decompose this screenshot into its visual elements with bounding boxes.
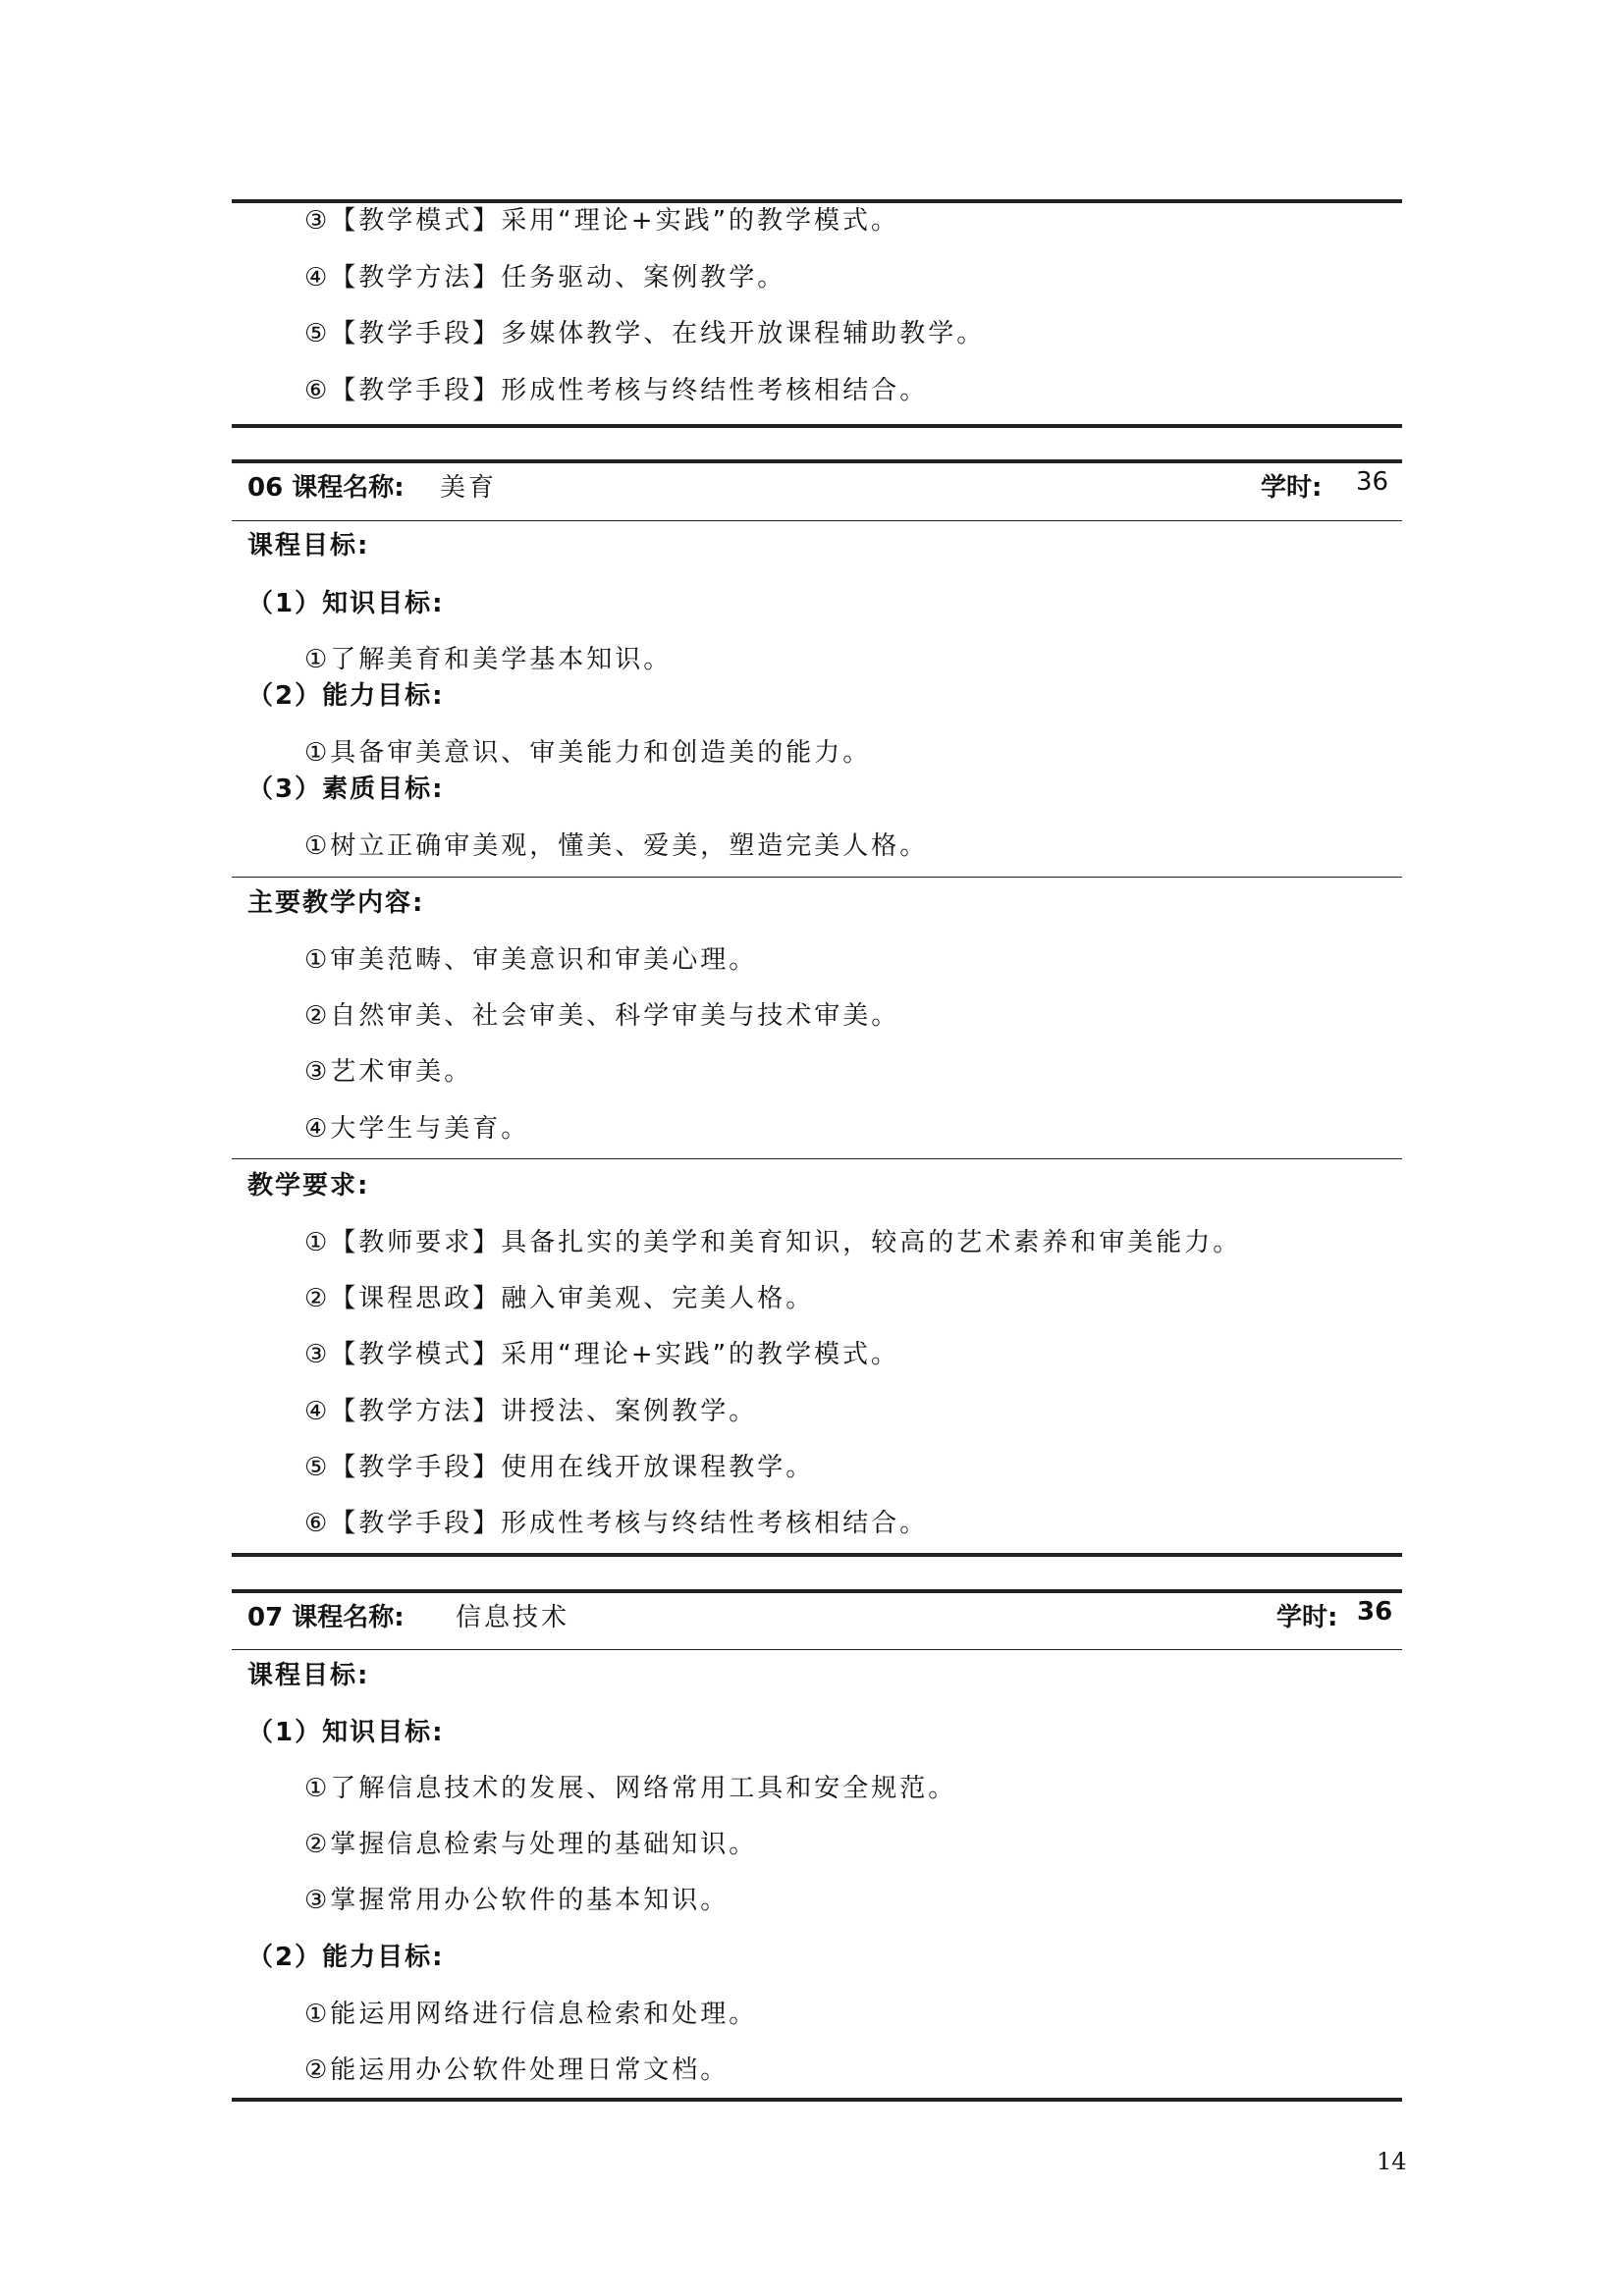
course07-label: 07 课程名称: (247, 1603, 405, 1632)
course07-header-rule (232, 1649, 1402, 1650)
course06-hours-label: 学时: (1261, 473, 1323, 503)
list-item: ①【教师要求】具备扎实的美学和美育知识，较高的艺术素养和审美能力。 (304, 1228, 1242, 1257)
course07-hours: 36 (1357, 1597, 1393, 1627)
list-item: ③【教学模式】采用“理论+实践”的教学模式。 (304, 206, 900, 236)
list-item: ②能运用办公软件处理日常文档。 (304, 2056, 730, 2085)
list-item: ②自然审美、社会审美、科学审美与技术审美。 (304, 1001, 900, 1031)
course06-end-double-rule (232, 1553, 1402, 1557)
list-item: ①了解美育和美学基本知识。 (304, 645, 673, 674)
list-item: ⑤【教学手段】使用在线开放课程教学。 (304, 1453, 815, 1482)
course06-hours: 36 (1356, 467, 1389, 497)
course07-ability-title: （2）能力目标: (247, 1943, 445, 1972)
course06-header-rule (232, 520, 1402, 521)
list-item: ①树立正确审美观，懂美、爱美，塑造完美人格。 (304, 831, 929, 861)
list-item: ④【教学方法】讲授法、案例教学。 (304, 1397, 758, 1426)
course07-name: 信息技术 (456, 1603, 570, 1632)
course06-label: 06 课程名称: (247, 473, 405, 503)
list-item: ④大学生与美育。 (304, 1114, 530, 1144)
list-item: ①了解信息技术的发展、网络常用工具和安全规范。 (304, 1774, 957, 1803)
course06-goals-title: 课程目标: (247, 531, 370, 561)
section-end-double-rule (232, 424, 1402, 428)
course06-req-title: 教学要求: (247, 1171, 370, 1201)
list-item: ②【课程思政】融入审美观、完美人格。 (304, 1284, 815, 1313)
course06-content-title: 主要教学内容: (247, 888, 425, 918)
bottom-double-rule (232, 2098, 1402, 2102)
list-item: ③【教学模式】采用“理论+实践”的教学模式。 (304, 1340, 900, 1369)
course06-knowledge-title: （1）知识目标: (247, 589, 445, 618)
list-item: ①审美范畴、审美意识和审美心理。 (304, 945, 758, 975)
course06-quality-title: （3）素质目标: (247, 774, 445, 804)
course07-hours-label: 学时: (1276, 1603, 1338, 1632)
list-item: ⑥【教学手段】形成性考核与终结性考核相结合。 (304, 376, 929, 405)
list-item: ③艺术审美。 (304, 1057, 473, 1087)
list-item: ⑥【教学手段】形成性考核与终结性考核相结合。 (304, 1509, 929, 1538)
course06-req-rule (232, 1158, 1402, 1159)
course07-knowledge-title: （1）知识目标: (247, 1718, 445, 1747)
list-item: ③掌握常用办公软件的基本知识。 (304, 1886, 730, 1915)
course06-top-double-rule (232, 459, 1402, 463)
list-item: ④【教学方法】任务驱动、案例教学。 (304, 263, 786, 293)
list-item: ①具备审美意识、审美能力和创造美的能力。 (304, 738, 872, 768)
course06-name: 美育 (440, 473, 498, 503)
course06-content-rule (232, 877, 1402, 878)
list-item: ②掌握信息检索与处理的基础知识。 (304, 1830, 758, 1859)
page-number: 14 (1377, 2148, 1407, 2175)
list-item: ①能运用网络进行信息检索和处理。 (304, 2000, 758, 2029)
course07-goals-title: 课程目标: (247, 1661, 370, 1690)
course06-ability-title: （2）能力目标: (247, 681, 445, 711)
course07-top-double-rule (232, 1589, 1402, 1593)
list-item: ⑤【教学手段】多媒体教学、在线开放课程辅助教学。 (304, 319, 986, 348)
